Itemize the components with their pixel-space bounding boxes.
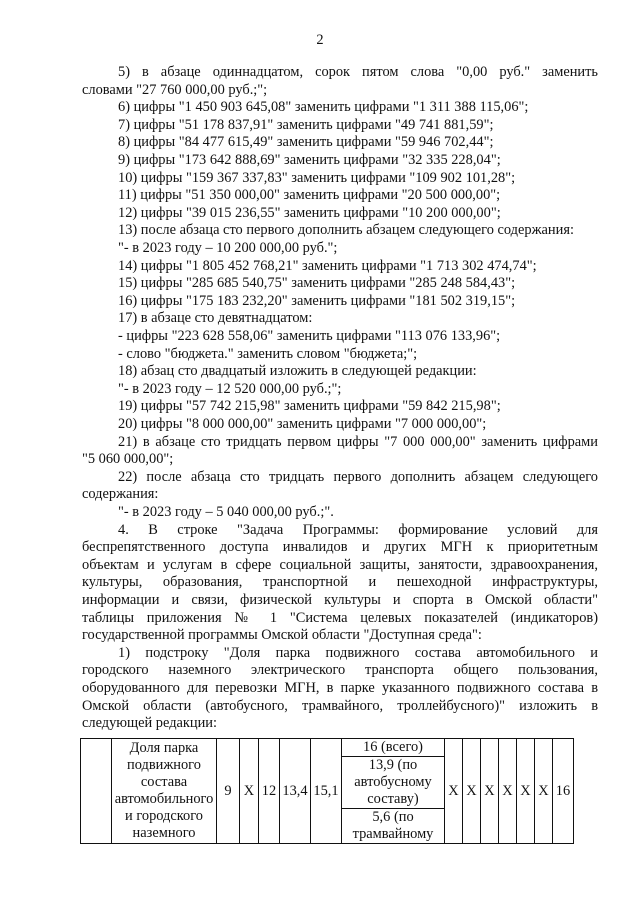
amendment-item: 19) цифры "57 742 215,98" заменить цифрами "59 842 215,98"; bbox=[118, 398, 501, 415]
amendment-items-list bbox=[82, 99, 598, 433]
page-number: 2 bbox=[316, 32, 324, 48]
sub1-line: 1) подстроку "Доля парка подвижного состава автомобильного и bbox=[118, 644, 598, 661]
value-cell: 9 bbox=[217, 739, 240, 844]
value-cell: X bbox=[535, 739, 553, 844]
item-22-line-1: 22) после абзаца сто тридцать первого дополнить абзацем следующего bbox=[118, 468, 598, 485]
item4-line: культуры, образования, транспортной и пешеходной инфраструктуры, bbox=[82, 574, 598, 591]
sub-value-bus: 13,9 (по автобусному составу) bbox=[342, 757, 445, 809]
value-cell: X bbox=[517, 739, 535, 844]
amendment-item: "- в 2023 году – 12 520 000,00 руб.;"; bbox=[118, 380, 342, 397]
sub1-line: городского наземного электрического транспорта общего пользования, bbox=[82, 662, 598, 679]
item4-line: информации и связи, физической культуры и спорта в Омской области" bbox=[82, 591, 598, 608]
amendment-item: 17) в абзаце сто девятнадцатом: bbox=[118, 310, 313, 327]
value-cell: 15,1 bbox=[311, 739, 342, 844]
amendment-item: - слово "бюджета." заменить словом "бюджета;"; bbox=[118, 345, 418, 362]
sub1-line: следующей редакции: bbox=[82, 715, 217, 732]
value-cell: X bbox=[445, 739, 463, 844]
subitem-1-paragraph bbox=[82, 645, 598, 733]
sub-value-total: 16 (всего) bbox=[342, 739, 445, 757]
amendment-item: 20) цифры "8 000 000,00" заменить цифрами "7 000 000,00"; bbox=[118, 415, 487, 432]
sub-value-tram: 5,6 (по трамвайному bbox=[342, 809, 445, 844]
item4-line: таблицы приложения № 1 "Система целевых показателей (индикаторов) bbox=[82, 609, 598, 626]
item-21-line-2: "5 060 000,00"; bbox=[82, 451, 174, 468]
amendment-item: 14) цифры "1 805 452 768,21" заменить цифрами "1 713 302 474,74"; bbox=[118, 257, 537, 274]
amendment-item: 8) цифры "84 477 615,49" заменить цифрами "59 946 702,44"; bbox=[118, 134, 494, 151]
item-22-line-3: "- в 2023 году – 5 040 000,00 руб.;". bbox=[118, 503, 334, 520]
item4-line: 4. В строке "Задача Программы: формирование условий для bbox=[118, 521, 598, 538]
value-cell: X bbox=[481, 739, 499, 844]
item-5-line-1: 5) в абзаце одиннадцатом, сорок пятом слова "0,00 руб." заменить bbox=[118, 64, 598, 80]
amendment-item: 9) цифры "173 642 888,69" заменить цифрами "32 335 228,04"; bbox=[118, 151, 501, 168]
value-cell: X bbox=[499, 739, 517, 844]
value-cell: X bbox=[240, 739, 259, 844]
item-22 bbox=[82, 469, 598, 522]
amendment-item: 15) цифры "285 685 540,75" заменить цифрами "285 248 584,43"; bbox=[118, 275, 516, 292]
sub1-line: оборудованного для перевозки МГН, в парке указанного подвижного состава в bbox=[82, 679, 598, 696]
amendment-item: 10) цифры "159 367 337,83" заменить цифрами "109 902 101,28"; bbox=[118, 169, 516, 186]
amendment-item: - цифры "223 628 558,06" заменить цифрами "113 076 133,96"; bbox=[118, 327, 501, 344]
amendment-item: "- в 2023 году – 10 200 000,00 руб."; bbox=[118, 239, 338, 256]
value-cell: 13,4 bbox=[280, 739, 311, 844]
amendment-item: 11) цифры "51 350 000,00" заменить цифрами "20 500 000,00"; bbox=[118, 187, 501, 204]
amendment-item: 13) после абзаца сто первого дополнить абзацем следующего содержания: bbox=[118, 222, 574, 239]
item-5-line-2: словами "27 760 000,00 руб.;"; bbox=[82, 81, 268, 98]
amendment-item: 12) цифры "39 015 236,55" заменить цифрами "10 200 000,00"; bbox=[118, 204, 501, 221]
item4-line: объектам и услугам в сфере социальной защиты, занятости, здравоохранения, bbox=[82, 556, 598, 573]
indicator-table bbox=[80, 738, 574, 844]
amendment-item: 6) цифры "1 450 903 645,08" заменить цифрами "1 311 388 115,06"; bbox=[118, 99, 529, 116]
item-5 bbox=[82, 64, 598, 99]
item4-line: государственной программы Омской области "Доступная среда": bbox=[82, 627, 482, 644]
item-21-line-1: 21) в абзаце сто тридцать первом цифры "7 000 000,00" заменить цифрами bbox=[118, 433, 598, 450]
item-4-paragraph bbox=[82, 522, 598, 645]
sub1-line: Омской области (автобусного, трамвайного, троллейбусного)" изложить в bbox=[82, 697, 598, 714]
amendment-item: 18) абзац сто двадцатый изложить в следующей редакции: bbox=[118, 363, 477, 380]
item-21 bbox=[82, 434, 598, 469]
value-cell: X bbox=[463, 739, 481, 844]
value-cell: 16 bbox=[553, 739, 574, 844]
empty-cell bbox=[81, 739, 112, 844]
amendment-item: 16) цифры "175 183 232,20" заменить цифрами "181 502 319,15"; bbox=[118, 292, 516, 309]
item-22-line-2: содержания: bbox=[82, 486, 159, 503]
item4-line: беспрепятственного доступа инвалидов и других МГН к приоритетным bbox=[82, 539, 598, 556]
value-cell: 12 bbox=[259, 739, 280, 844]
indicator-name-cell: Доля парка подвижного состава автомобильного и городского наземного bbox=[112, 739, 217, 844]
amendment-item: 7) цифры "51 178 837,91" заменить цифрами "49 741 881,59"; bbox=[118, 116, 494, 133]
